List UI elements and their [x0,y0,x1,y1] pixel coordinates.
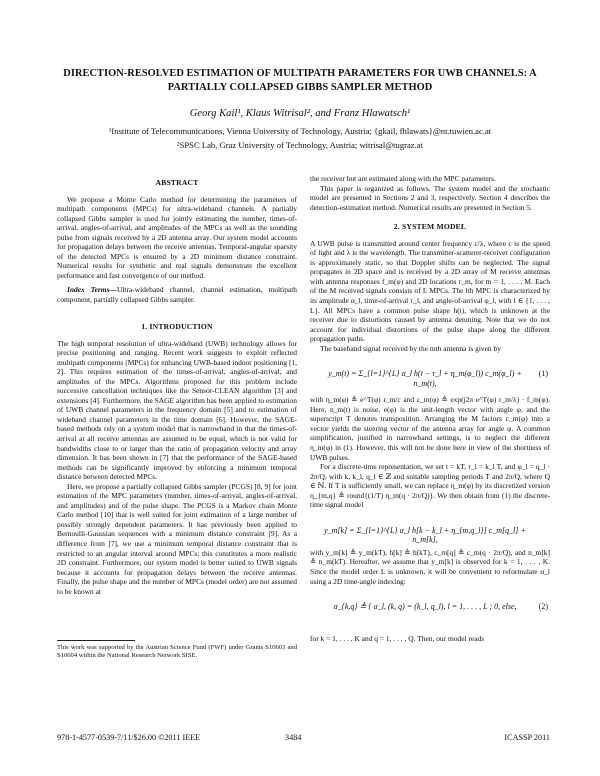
paper-title: DIRECTION-RESOLVED ESTIMATION OF MULTIPATH PARAMETERS FOR UWB CHANNELS: A PARTIALLY COLLAPSED GIBBS SAMPLER METHOD [63,68,537,93]
system-model-paragraph-5: with y_m[k] ≜ y_m(kT), h[k] ≜ h(kT), c_m[q] ≜ c_m(q · 2π/Q), and n_m[k] ≜ n_m(kT). Hereafter, we assume that y_m[k] is observed for k = 1, . . . , K. Since the model order L is unknown, it will be convenient to reformulate α_l using a 2D time-angle indexing: [310,547,550,586]
author-list: Georg Kail¹, Klaus Witrisal², and Franz Hlawatsch¹ [189,108,411,119]
affiliation-2: ²SPSC Lab, Graz University of Technology, Austria; witrisal@tugraz.at [177,140,423,150]
index-terms-label: Index Terms— [67,285,117,295]
equation-1 [310,357,550,391]
index-terms [57,285,297,304]
footer-conference: ICASSP 2011 [504,733,550,742]
equation-2 [310,590,550,630]
system-model-paragraph-4: For a discrete-time representation, we set t = kT, τ_l = k_l T, and φ_l = q_l · 2π/Q, with k, k_l, q_l ∈ ℤ and suitable sampling periods T and 2π/Q, where Q ∈ ℕ. If T is sufficiently small, we can replace η_m(φ) by its discretized version η_{m,q} ≜ round{(1/T) η_m(q · 2π/Q)}. We then obtain from (1) the discrete-time signal model [310,462,550,510]
system-model-paragraph-1: A UWB pulse is transmitted around center frequency c/λ, where c is the speed of light and λ is the wavelength. The transmitter-scatterer-receiver configuration is approximately static, so that Doppler shifts can be neglected. The signal propagates in 2D space and is received by a 2D array of M receive antennas with antenna responses f_m(φ) and 2D locations r_m, for m = 1, . . . , M. Each of the M received signals consists of L MPCs. The lth MPC is characterized by its amplitude α_l, time-of-arrival τ_l, and angle-of-arrival φ_l, with l ∈ {1, . . . , L}. All MPCs have a common pulse shape h(t), which is unknown at the receiver due to distortions caused by antenna detuning. Note that we do not account for individual distortions of the pulse shape along the different propagation paths. [310,238,550,344]
system-model-heading: 2. SYSTEM MODEL [393,222,467,232]
footer-page-number: 3484 [285,733,302,742]
equation-2-body: α_{k,q} ≜ { α_l, (k, q) = (k_l, q_l), l = 1, . . . , L ; 0, else, [333,602,517,612]
affiliation-1: ¹Institute of Telecommunications, Vienna University of Technology, Austria; {gkail, fhlawats}@nt.tuwien.ac.at [108,126,492,136]
footer-isbn: 978-1-4577-0539-7/11/$26.00 ©2011 IEEE [57,733,201,742]
intro-paragraph-2: Here, we propose a partially collapsed Gibbs sampler (PCGS) [8, 9] for joint estimation of the MPC parameters (number, times-of-arrival, angles-of-arrival, and amplitudes) and of the pulse shape. The PCGS is a Markov chain Monte Carlo method [10] that is well suited for joint estimation of a large number of possibly strongly dependent parameters. It has previously been applied to Bernoulli-Gaussian sequences with a minimum distance constraint [9]. As a difference from [7], we use a minimum temporal distance constraint that is restricted to an angular interval around MPCs; this constitutes a more realistic 2D constraint. Furthermore, our system model is better suited to UWB signals because it accounts for propagation delays between the receive antennas. Finally, the pulse shape and the number of MPCs (model order) are not assumed to be known at [57,481,297,596]
right-column [310,174,550,644]
equation-discrete-body: y_m[k] = Σ_{l=1}^{L} α_l h[k − k_l + η_{m,q_l}] c_m[q_l] + n_m[k], [324,525,526,545]
index-terms-text: Ultra-wideband channel, channel estimation, multipath component, partially collapsed Gibbs sampler. [57,285,297,305]
right-paragraph-0: the receiver but are estimated along with the MPC parameters. [310,174,496,183]
equation-1-number: (1) [538,369,548,379]
system-model-paragraph-3: with η_m(φ) ≜ e^T(φ) r_m/c and c_m(φ) ≜ exp(j2π e^T(φ) r_m/λ) · f_m(φ). Here, n_m(t) is noise, e(φ) is the unit-length vector with angle φ, and the superscript T denotes transposition. Arranging the M factors c_m(φ) into a vector yields the steering vector of the antenna array for angle φ. A common simplification, justified in narrowband settings, is to neglect the different η_m(φ) in (1). However, this will not be done here in view of the shortness of UWB pulses. [310,395,550,462]
equation-discrete [310,514,550,544]
system-model-paragraph-6: for k = 1, . . . , K and q = 1, . . . , Q. Then, our model reads [310,634,485,644]
system-model-paragraph-2: The baseband signal received by the mth antenna is given by [320,343,501,353]
left-column [57,178,297,596]
intro-paragraph-1: The high temporal resolution of ultra-wideband (UWB) technology allows for precise positioning and ranging. Recent work suggests to exploit reflected multipath components (MPCs) for enhancing UWB-based indoor positioning [1, 2]. This requires estimation of the times-of-arrival, angles-of-arrival, and amplitudes of the MPCs. Algorithms proposed for this problem include successive cancellation techniques like the Sensor-CLEAN algorithm [3] and extensions [4]. Furthermore, the SAGE algorithm has been applied to estimation of UWB channel parameters in the frequency domain [5] and to estimation of wideband channel parameters in the time domain [6]. However, the SAGE-based methods rely on a system model that is narrowband in that the times-of-arrival at all receive antennas are assumed to be equal, which is not valid for bandwidths close to or larger than the ratio of propagation velocity and array dimension. It has been shown in [7] that the performance of the SAGE-based methods can be significantly improved by enforcing a minimum temporal distance between detected MPCs. [57,338,297,482]
intro-heading: 1. INTRODUCTION [141,322,213,331]
abstract-heading: ABSTRACT [155,178,199,187]
equation-1-body: y_m(t) = Σ_{l=1}^{L} α_l h(t − τ_l + η_m(φ_l)) c_m(φ_l) + n_m(t), [328,369,522,388]
right-paragraph-1: This paper is organized as follows. The system model and the stochastic model are presented in Sections 2 and 3, respectively. Section 4 describes the detection-estimation method. Numerical results are presented in Section 5. [310,183,550,212]
footnote: This work was supported by the Austrian Science Fund (FWF) under Grants S10603 and S10604 within the National Research Network SISE. [57,644,297,660]
abstract-text: We propose a Monte Carlo method for determining the parameters of multipath components (MPCs) for ultra-wideband channels. A partially collapsed Gibbs sampler is used for jointly estimating the number, times-of-arrival, angles-of-arrival, and amplitudes of the MPCs as well as the sounding pulse from signals received by a 2D antenna array. Our system model accounts for propagation delays between the receive antennas. Temporal-angular sparsity of the detected MPCs is ensured by a 2D minimum distance constraint. Numerical results for synthetic and real signals demonstrate the excellent performance and fast convergence of our method. [57,194,297,280]
equation-2-number: (2) [538,602,548,612]
footnote-rule [57,640,135,641]
